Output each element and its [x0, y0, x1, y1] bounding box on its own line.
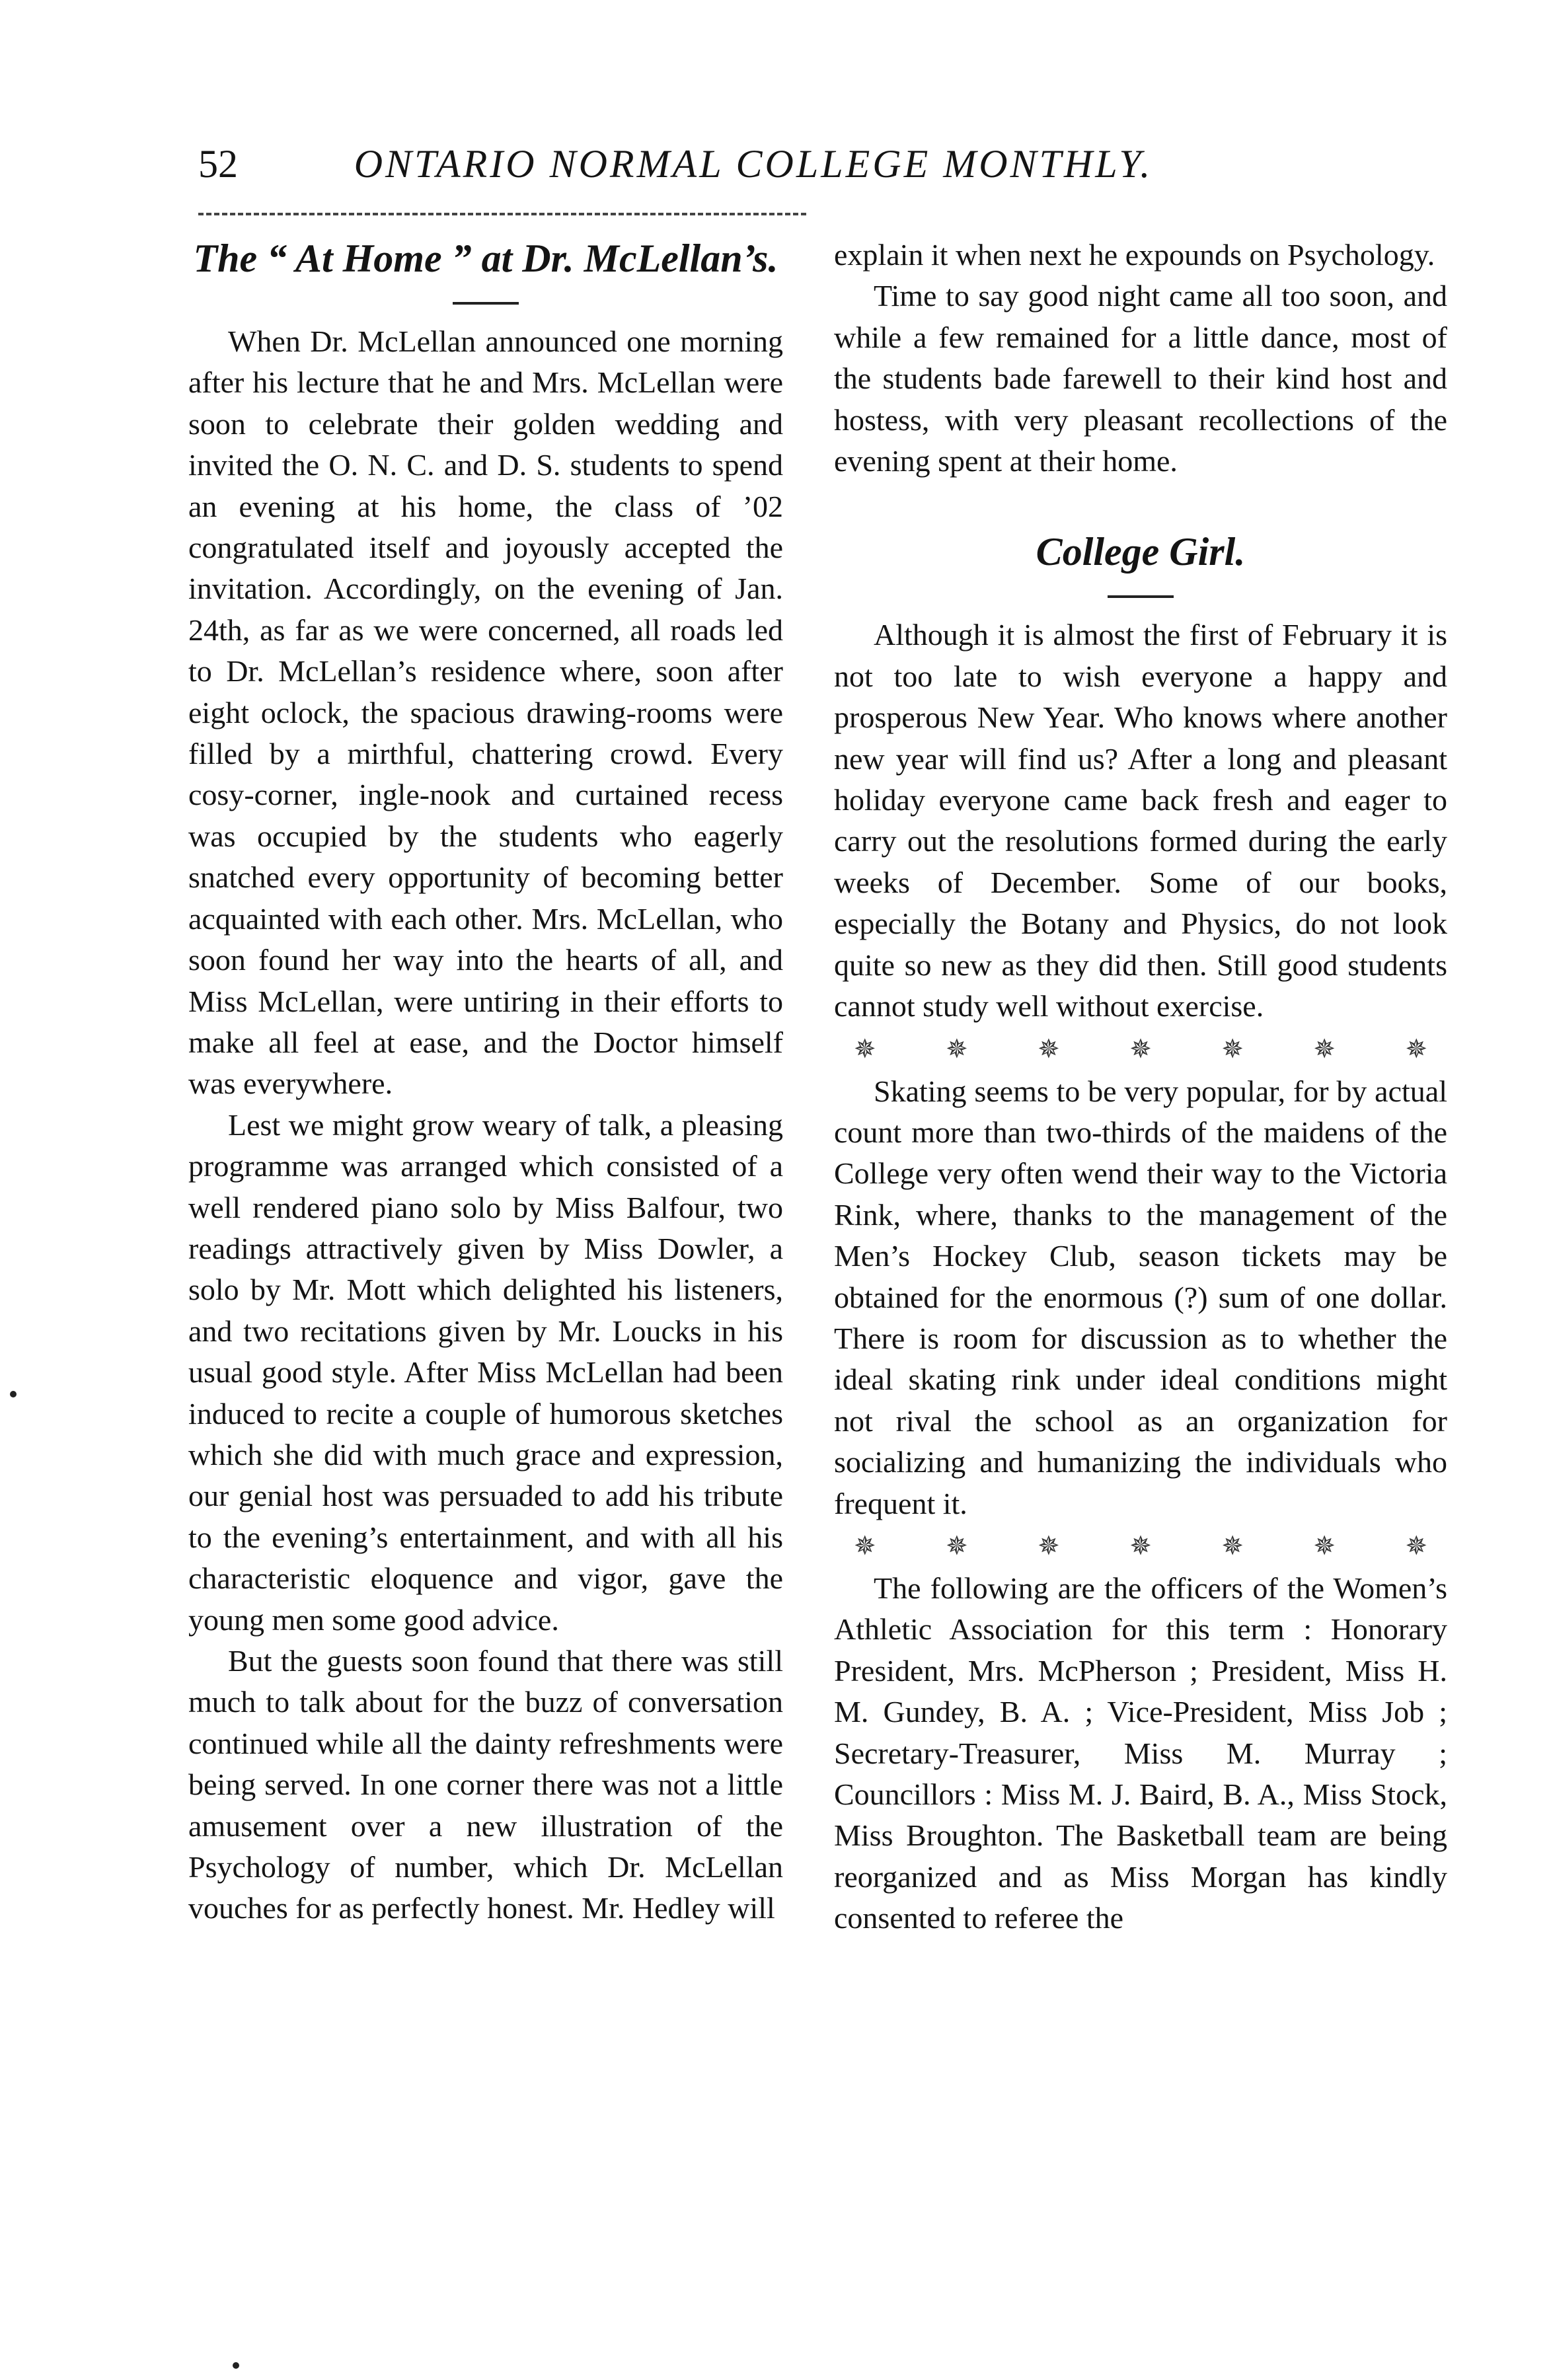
title-rule	[453, 302, 519, 305]
asterism-ornament: ✵	[1129, 1033, 1152, 1064]
right-column	[834, 235, 1447, 1939]
asterism-ornament: ✵	[1405, 1033, 1427, 1064]
asterism-ornament: ✵	[946, 1033, 968, 1064]
stray-ink-mark	[10, 1391, 17, 1397]
asterism-ornament: ✵	[1129, 1530, 1152, 1561]
stray-ink-mark	[233, 2362, 239, 2369]
paragraph: When Dr. McLellan announced one morning after his lecture that he and Mrs. McLellan were soon to celebrate their golden wedding and invited the O. N. C. and D. S. students to spend an evening at his home, the class of ’02 congratulated itself and joyously accepted the invitation. Accordingly, on the evening of Jan. 24th, as far as we were concerned, all roads led to Dr. McLellan’s residence where, soon after eight oclock, the spacious drawing-rooms were filled by a mirthful, chattering crowd. Every cosy-corner, ingle-nook and curtained recess was occupied by the students who eagerly snatched every opportunity of becoming better acquainted with each other. Mrs. McLellan, who soon found her way into the hearts of all, and Miss McLellan, were untiring in their efforts to make all feel at ease, and the Doctor himself was everywhere.	[188, 324, 783, 1101]
asterism-ornament: ✵	[854, 1033, 876, 1064]
page-number: 52	[198, 142, 238, 186]
paragraph: But the guests soon found that there was still much to talk about for the buzz of conversation continued while all the dainty refreshments were being served. In one corner there was not a little amusement over a new illustration of the Psychology of number, which Dr. McLellan vouches for as perfectly honest. Mr. Hedley will	[188, 1644, 783, 1925]
title-rule	[1108, 595, 1174, 598]
left-column	[188, 235, 783, 1929]
section-separator	[834, 1524, 1447, 1568]
asterism-ornament: ✵	[946, 1530, 968, 1561]
asterism-ornament: ✵	[854, 1530, 876, 1561]
asterism-ornament: ✵	[1221, 1530, 1244, 1561]
paragraph: Lest we might grow weary of talk, a pleasing programme was arranged which consisted of a well rendered piano solo by Miss Balfour, two readings attractively given by Miss Dowler, a solo by Mr. Mott which delighted his listeners, and two recitations given by Mr. Loucks in his usual good style. After Miss McLellan had been induced to recite a couple of humorous sketches which she did with much grace and expression, our genial host was persuaded to add his tribute to the evening’s entertainment, and with all his characteristic eloquence and vigor, gave the young men some good advice.	[188, 1107, 783, 1637]
article-title-college-girl: College Girl.	[1036, 530, 1246, 574]
section-separator	[834, 1027, 1447, 1071]
paragraph: Time to say good night came all too soon, and while a few remained for a little dance, most of the students bade farewell to their kind host and hostess, with very pleasant recollections of the evening spent at their home.	[834, 279, 1447, 478]
asterism-ornament: ✵	[1038, 1530, 1060, 1561]
asterism-ornament: ✵	[1038, 1033, 1060, 1064]
asterism-ornament: ✵	[1313, 1033, 1336, 1064]
asterism-ornament: ✵	[1221, 1033, 1244, 1064]
asterism-ornament: ✵	[1405, 1530, 1427, 1561]
header-rule	[198, 213, 806, 215]
running-head	[198, 137, 1229, 190]
article-title-at-home: The “ At Home ” at Dr. McLellan’s.	[193, 237, 778, 280]
continued-paragraph: explain it when next he expounds on Psychology.	[834, 238, 1435, 272]
paragraph: Although it is almost the first of February it is not too late to wish everyone a happy and prosperous New Year. Who knows where another new year will find us? After a long and pleasant holiday everyone came back fresh and eager to carry out the resolutions formed during the early weeks of December. Some of our books, especially the Botany and Physics, do not look quite so new as they did then. Still good students cannot study well without exercise.	[834, 618, 1447, 1023]
paragraph: Skating seems to be very popular, for by actual count more than two-thirds of the maidens of the College very often wend their way to the Victoria Rink, where, thanks to the management of the Men’s Hockey Club, season tickets may be obtained for the enormous (?) sum of one dollar. There is room for discussion as to whether the ideal skating rink under ideal conditions might not rival the school as an organization for socializing and humanizing the individuals who frequent it.	[834, 1074, 1447, 1520]
paragraph: The following are the officers of the Women’s Athletic Association for this term : Honorary President, Mrs. McPherson ; President, Miss H. M. Gundey, B. A. ; Vice-President, Miss Job ; Secretary-Treasurer, Miss M. Murray ; Councillors : Miss M. J. Baird, B. A., Miss Stock, Miss Broughton. The Basketball team are being reorganized and as Miss Morgan has kindly consented to referee the	[834, 1571, 1447, 1935]
journal-title: ONTARIO NORMAL COLLEGE MONTHLY.	[354, 142, 1153, 186]
asterism-ornament: ✵	[1313, 1530, 1336, 1561]
